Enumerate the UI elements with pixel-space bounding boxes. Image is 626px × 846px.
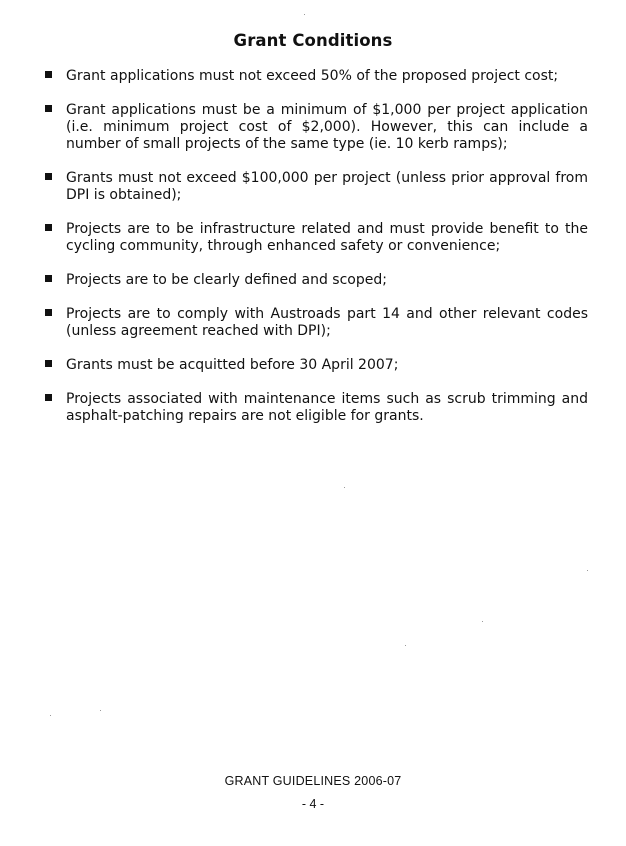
square-bullet-icon bbox=[45, 394, 52, 401]
condition-text: Projects are to comply with Austroads part 14 and other relevant codes (unless agreement reached with DPI); bbox=[66, 306, 588, 339]
condition-text: Grant applications must be a minimum of $1,000 per project application (i.e. minimum project cost of $2,000). However, this can include a number of small projects of the same type (ie. 10 kerb ramps); bbox=[66, 102, 588, 152]
condition-text: Grants must not exceed $100,000 per project (unless prior approval from DPI is obtained); bbox=[66, 170, 588, 203]
square-bullet-icon bbox=[45, 275, 52, 282]
page-number: - 4 - bbox=[301, 797, 325, 811]
scan-speck bbox=[482, 621, 483, 622]
grant-conditions-list bbox=[40, 68, 588, 442]
scan-speck bbox=[100, 710, 101, 711]
square-bullet-icon bbox=[45, 360, 52, 367]
scan-speck bbox=[587, 570, 588, 571]
list-item bbox=[40, 221, 588, 255]
condition-text: Projects associated with maintenance items such as scrub trimming and asphalt-patching repairs are not eligible for grants. bbox=[66, 391, 588, 424]
list-item bbox=[40, 357, 588, 374]
list-item bbox=[40, 68, 588, 85]
list-item bbox=[40, 391, 588, 425]
page-title: Grant Conditions bbox=[233, 31, 393, 50]
condition-text: Projects are to be clearly defined and scoped; bbox=[66, 272, 387, 288]
square-bullet-icon bbox=[45, 105, 52, 112]
square-bullet-icon bbox=[45, 224, 52, 231]
list-item bbox=[40, 170, 588, 204]
list-item bbox=[40, 102, 588, 153]
condition-text: Grants must be acquitted before 30 April 2007; bbox=[66, 357, 399, 373]
footer-title: GRANT GUIDELINES 2006-07 bbox=[224, 774, 402, 788]
square-bullet-icon bbox=[45, 173, 52, 180]
square-bullet-icon bbox=[45, 309, 52, 316]
condition-text: Projects are to be infrastructure related and must provide benefit to the cycling community, through enhanced safety or convenience; bbox=[66, 221, 588, 254]
scan-speck bbox=[405, 645, 406, 646]
list-item bbox=[40, 306, 588, 340]
square-bullet-icon bbox=[45, 71, 52, 78]
scan-speck bbox=[50, 715, 51, 716]
scan-speck bbox=[344, 487, 345, 488]
list-item bbox=[40, 272, 588, 289]
condition-text: Grant applications must not exceed 50% of the proposed project cost; bbox=[66, 68, 559, 84]
scan-speck bbox=[304, 14, 305, 15]
